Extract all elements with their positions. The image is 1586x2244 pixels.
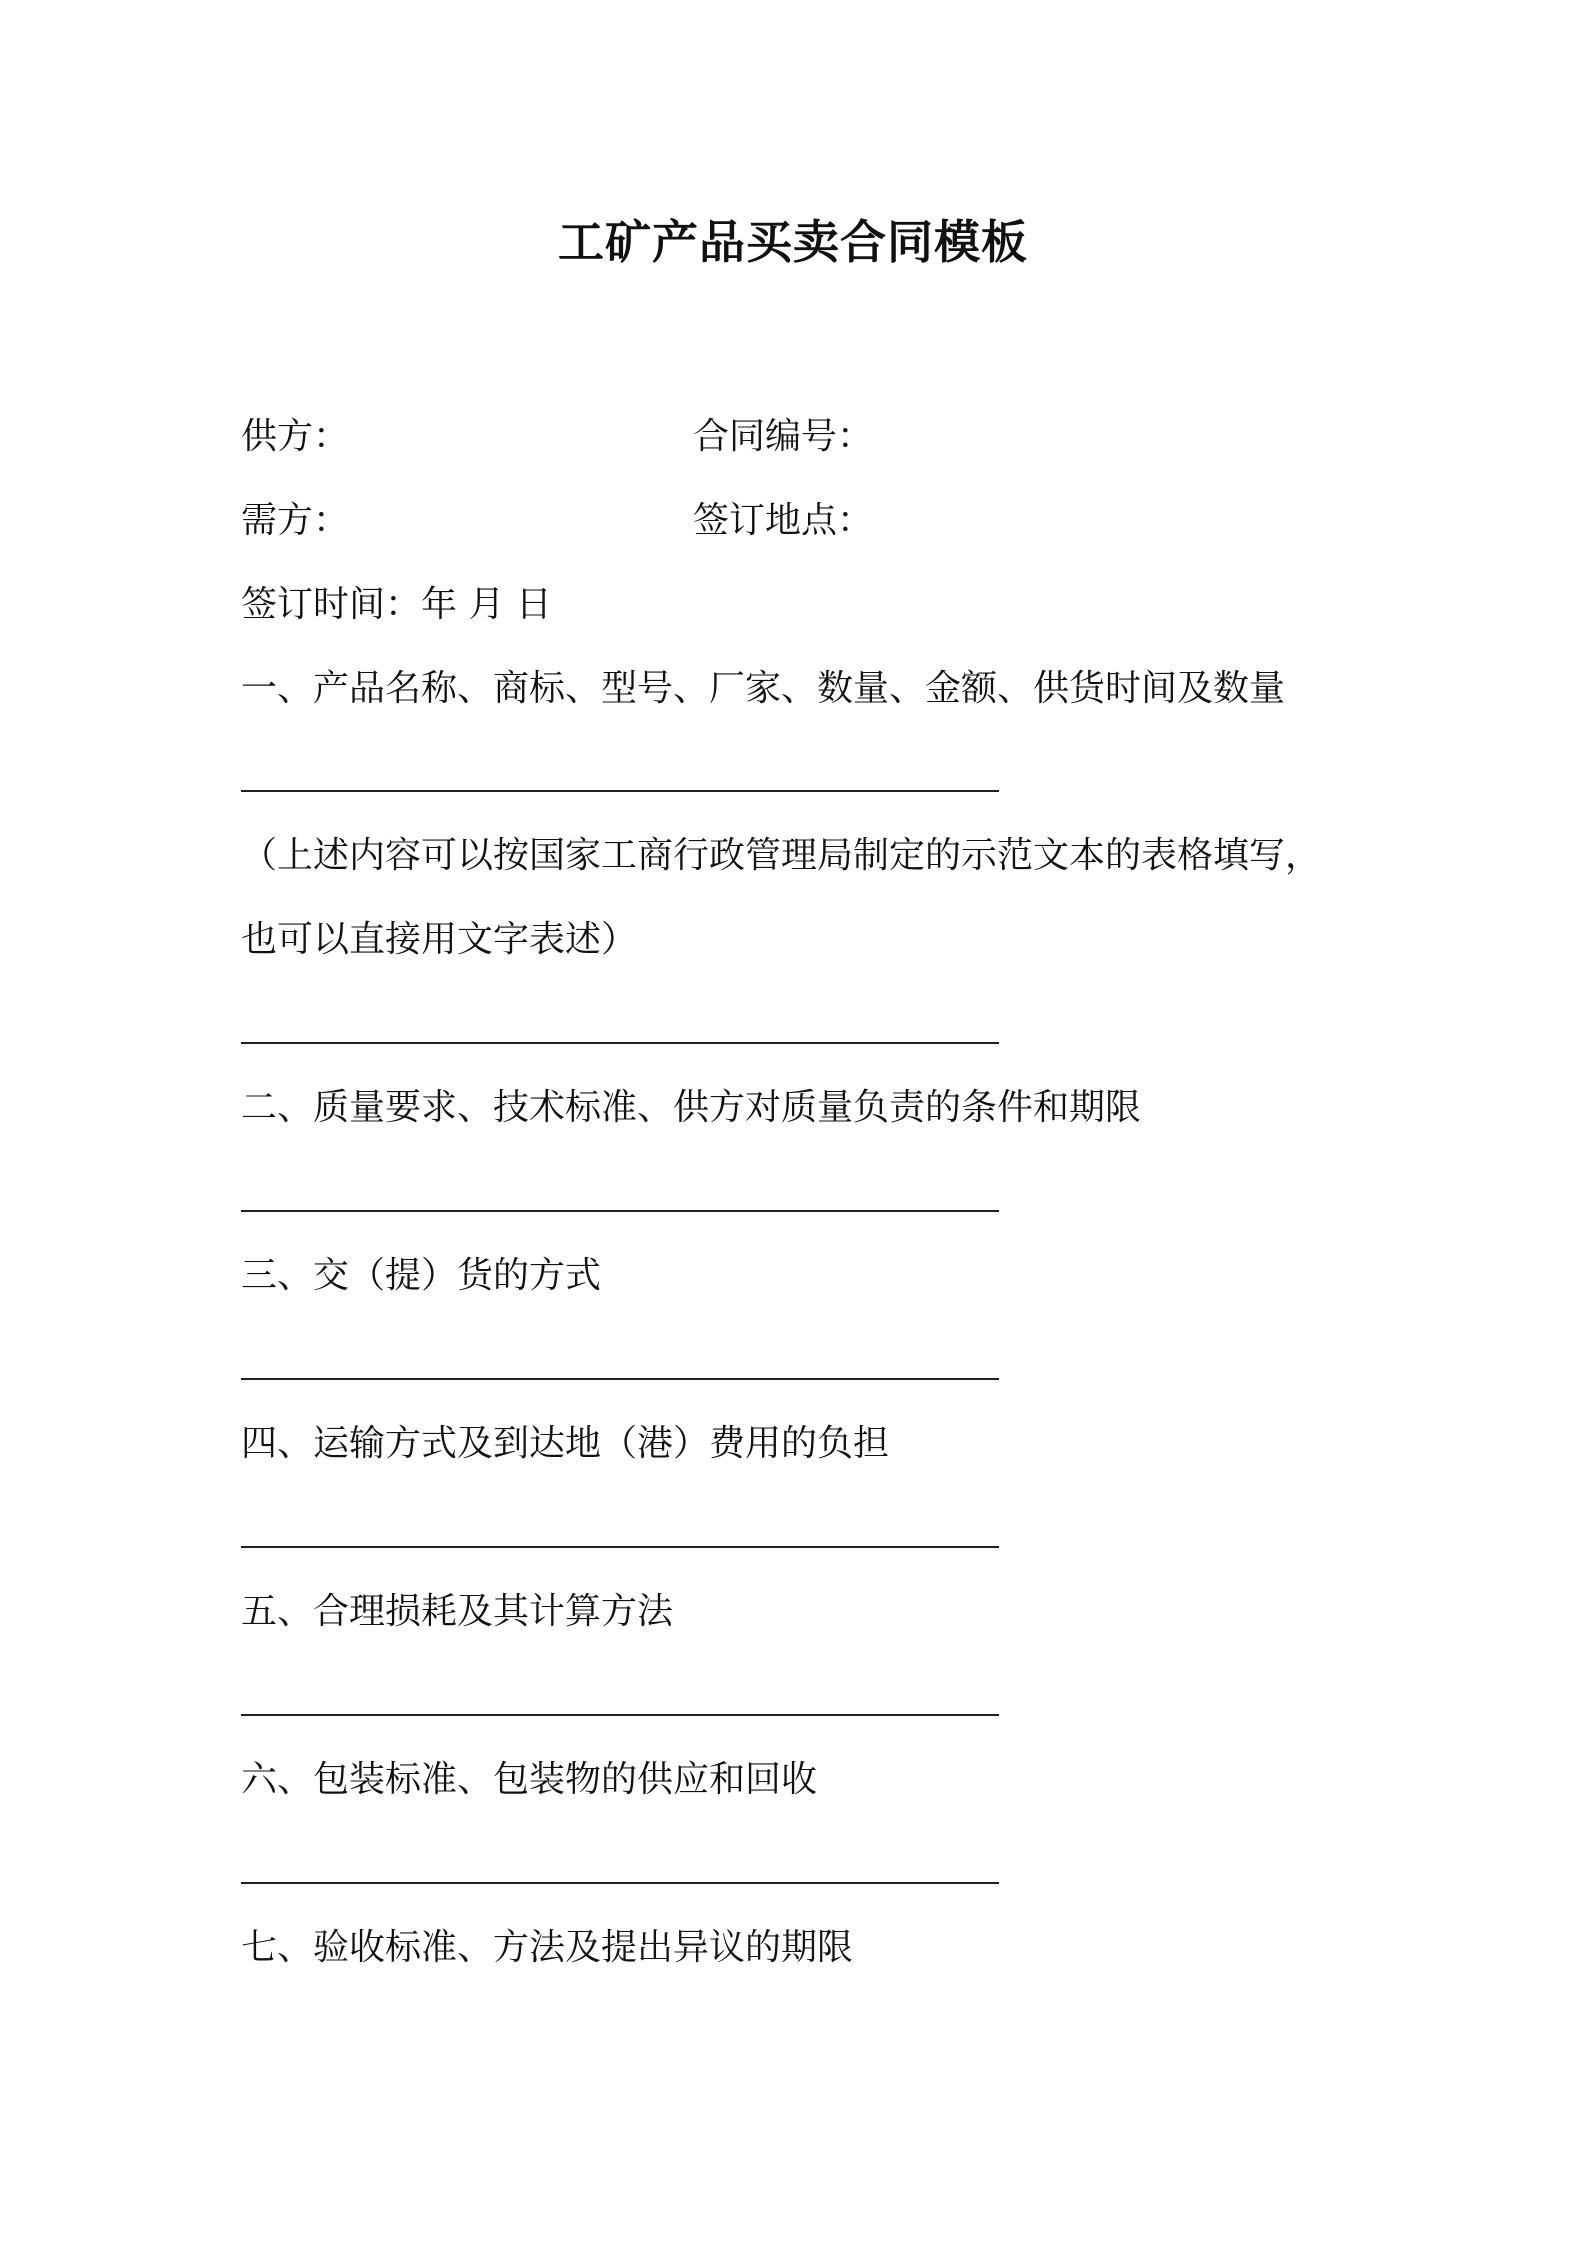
sign-time-label: 签订时间：年 月 日: [241, 584, 552, 625]
blank-line-7: [241, 1882, 999, 1884]
blank-line-2: [241, 1042, 999, 1044]
blank-line-4: [241, 1378, 999, 1380]
contract-no-label: 合同编号：: [693, 416, 874, 457]
section-1-note-line1: （上述内容可以按国家工商行政管理局制定的示范文本的表格填写，: [241, 835, 1322, 876]
section-5-heading: 五、合理损耗及其计算方法: [241, 1591, 674, 1632]
section-1-heading: 一、产品名称、商标、型号、厂家、数量、金额、供货时间及数量: [241, 668, 1286, 709]
section-4-heading: 四、运输方式及到达地（港）费用的负担: [241, 1423, 890, 1464]
document-title: 工矿产品买卖合同模板: [558, 215, 1028, 269]
section-7-heading: 七、验收标准、方法及提出异议的期限: [241, 1927, 854, 1968]
blank-line-1: [241, 790, 999, 792]
section-1-note-line2: 也可以直接用文字表述）: [241, 919, 638, 960]
blank-line-3: [241, 1210, 999, 1212]
supplier-label: 供方：: [241, 416, 350, 457]
blank-line-6: [241, 1714, 999, 1716]
section-6-heading: 六、包装标准、包装物的供应和回收: [241, 1759, 818, 1800]
section-2-heading: 二、质量要求、技术标准、供方对质量负责的条件和期限: [241, 1087, 1142, 1128]
blank-line-5: [241, 1546, 999, 1548]
sign-place-label: 签订地点：: [693, 500, 874, 541]
buyer-label: 需方：: [241, 500, 350, 541]
section-3-heading: 三、交（提）货的方式: [241, 1255, 602, 1296]
